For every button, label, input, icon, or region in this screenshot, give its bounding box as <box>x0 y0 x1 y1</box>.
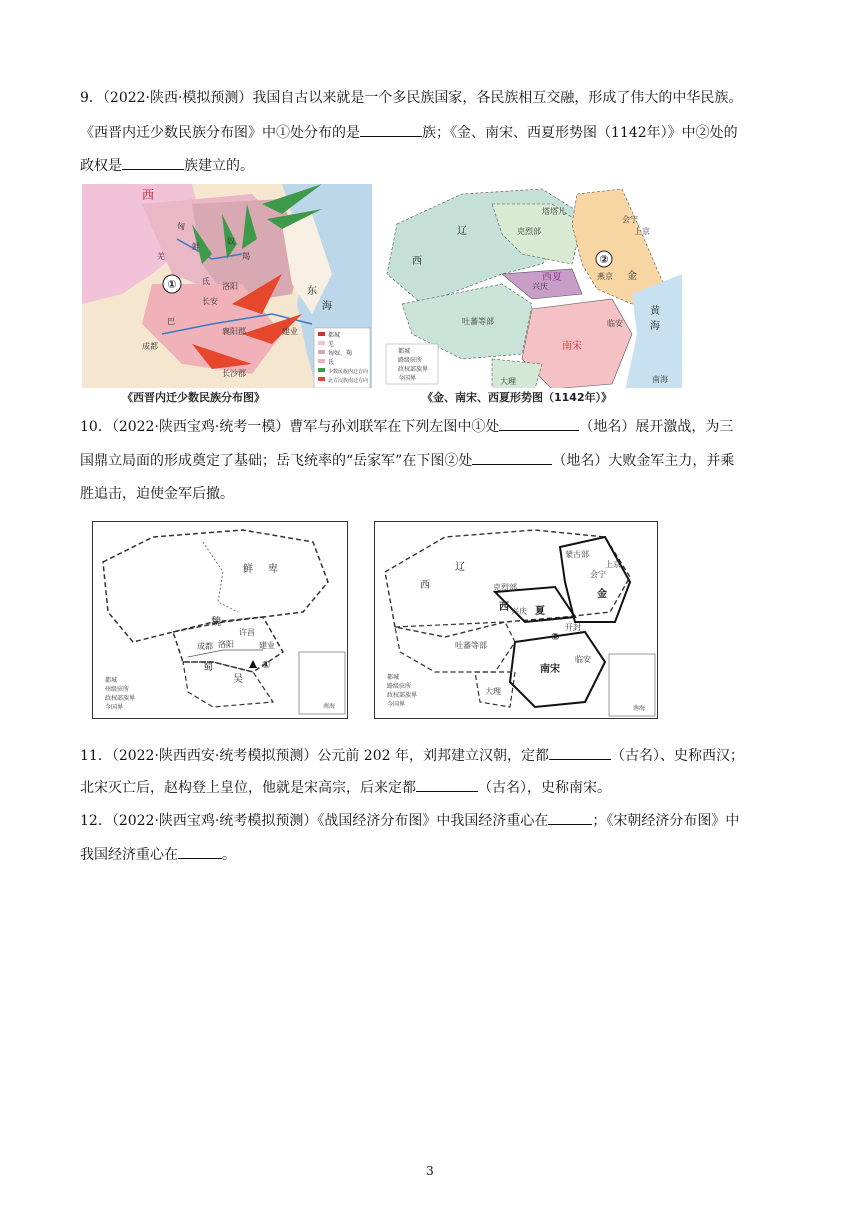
map4-label: 金 <box>597 589 607 600</box>
map4-label: 夏 <box>535 606 545 617</box>
map1-label: 匈 <box>177 222 185 231</box>
map2-caption: 《金、南宋、西夏形势图（1142年）》 <box>422 391 613 404</box>
map-jin-song-xixia <box>382 184 682 406</box>
map3-marker: ① <box>262 660 271 671</box>
map1-label: 羌 <box>157 252 165 261</box>
map1-label: 鲜 <box>192 242 200 251</box>
q10-text: 10．（2022·陕西宝鸡·统考一模）曹军与孙刘联军在下列左图中①处 <box>80 419 500 435</box>
map-jin-song-xixia-bw <box>374 521 658 719</box>
map4-legend: 都城 <box>387 674 400 681</box>
map3-label: 洛阳 <box>218 640 234 649</box>
map2-label: 大理 <box>500 377 516 386</box>
q10-text: 国鼎立局面的形成奠定了基础；岳飞统率的“岳家军”在下图②处 <box>80 453 473 469</box>
map3-label: 成都 <box>197 642 213 651</box>
map3-label: 魏 <box>211 617 221 628</box>
answer-blank[interactable] <box>360 122 422 137</box>
map2-label: 西 <box>412 256 422 267</box>
q10-line3: 胜追击，迫使金军后撤。 <box>80 486 234 502</box>
map1-label: 建业 <box>282 327 298 336</box>
map2-marker: ② <box>599 253 609 266</box>
q9-line1: 9．（2022·陕西·模拟预测）我国自古以来就是一个多民族国家，各民族相互交融，形成了伟大的中华民族。 <box>80 90 743 106</box>
map3-label: 吴 <box>233 674 243 685</box>
map2-label: 塔塔儿 <box>542 207 566 216</box>
map2-label: 临安 <box>607 319 623 328</box>
map1-label: 襄阳郡 <box>222 327 246 336</box>
q11-text: （古名）、史称西汉； <box>610 748 744 764</box>
map2-label: 克烈部 <box>517 227 541 236</box>
q12-text: ；《宋朝经济分布图》中 <box>592 813 740 829</box>
q12-text: 。 <box>222 847 236 863</box>
map4-label: 蒙古部 <box>565 550 589 559</box>
map1-caption: 《西晋内迁少数民族分布图》 <box>122 391 265 404</box>
map2-label: 海 <box>650 321 660 332</box>
map-western-jin-migration <box>82 184 372 406</box>
q9-text: 政权是 <box>80 158 122 174</box>
map1-legend: 氐 <box>328 359 335 366</box>
map2-legend: 都城 <box>398 348 411 355</box>
map4-label: 临安 <box>575 655 591 664</box>
map2-legend: 政权部族界 <box>398 366 429 373</box>
q9-text: 族；《金、南宋、西夏形势图（1142年）》中②处的 <box>422 125 738 141</box>
map1-label: 羯 <box>242 252 250 261</box>
map4-label: 兴庆 <box>511 607 527 616</box>
map2-label: 西夏 <box>542 272 562 283</box>
map2-label: 辽 <box>457 226 467 237</box>
map3-label: 蜀 <box>203 662 213 673</box>
answer-blank[interactable] <box>548 810 592 825</box>
map1-legend: 少数民族内迁方向 <box>328 369 369 375</box>
map2-legend: 今国界 <box>398 375 417 382</box>
map3-legend: 都城 <box>105 677 118 684</box>
map3-label: 鲜 <box>243 564 253 575</box>
q11-text: 11．（2022·陕西西安·统考模拟预测）公元前 202 年，刘邦建立汉朝，定都 <box>80 748 549 764</box>
map1-legend: 北方汉族南迁方向 <box>328 378 369 384</box>
answer-blank[interactable] <box>549 745 611 760</box>
answer-blank[interactable] <box>499 416 579 431</box>
q12-text: 我国经济重心在 <box>80 847 178 863</box>
map4-label: 辽 <box>455 562 465 573</box>
map1-label: 海 <box>322 301 332 312</box>
map3-label: 建业 <box>259 641 275 650</box>
map1-marker: ① <box>167 278 177 291</box>
page-number: 3 <box>426 1164 434 1178</box>
map1-label: 东 <box>307 286 317 297</box>
map4-marker: ② <box>551 632 560 643</box>
map2-label: 上京 <box>634 227 650 236</box>
answer-blank[interactable] <box>472 450 552 465</box>
map2-label: 南海 <box>652 375 668 384</box>
map4-legend: 今国界 <box>387 701 406 708</box>
map1-label: 长安 <box>202 297 218 306</box>
q12-line2 <box>80 844 236 865</box>
map2-label: 金 <box>627 271 637 282</box>
map1-label: 西 <box>142 188 155 202</box>
map1-label: 巴 <box>167 317 175 326</box>
map1-label: 洛阳 <box>222 282 238 291</box>
q9-line3 <box>80 155 254 176</box>
map4-label: 西 <box>499 602 509 613</box>
map3-legend: 政权部族界 <box>105 695 136 702</box>
map4-label: 会宁 <box>590 570 606 579</box>
answer-blank[interactable] <box>416 777 478 792</box>
map4-label: 南宋 <box>540 664 560 675</box>
q9-text: 族建立的。 <box>184 158 254 174</box>
map3-legend: 州级驻所 <box>105 686 130 693</box>
answer-blank[interactable] <box>122 155 184 170</box>
q12-text: 12．（2022·陕西宝鸡·统考模拟预测）《战国经济分布图》中我国经济重心在 <box>80 813 549 829</box>
map4-label: 吐蕃等部 <box>455 641 487 650</box>
map4-label: 大理 <box>485 687 501 696</box>
map2-label: 兴庆 <box>532 282 548 291</box>
q10-line1 <box>80 416 733 437</box>
q11-line1 <box>80 745 744 766</box>
q11-line2 <box>80 777 611 798</box>
q11-text: 北宋灭亡后，赵构登上皇位，他就是宋高宗，后来定都 <box>80 780 416 796</box>
map2-label: 南宋 <box>562 341 582 352</box>
map3-label: 许昌 <box>239 628 255 637</box>
map1-legend: 都城 <box>328 332 341 339</box>
map4-label: 开封 <box>565 623 581 632</box>
q11-text: （古名），史称南宋。 <box>478 780 611 796</box>
map2-label: 燕京 <box>597 272 613 281</box>
map4-legend: 路级驻所 <box>387 683 412 690</box>
map4-label: 克烈部 <box>493 583 517 592</box>
map3-legend: 今国界 <box>105 704 124 711</box>
q10-line2 <box>80 450 734 471</box>
map2-legend: 路级驻所 <box>398 357 423 364</box>
map4-label: 上京 <box>605 560 621 569</box>
map1-legend: 匈奴、羯 <box>328 350 353 357</box>
map2-label: 吐蕃等部 <box>462 317 494 326</box>
map1-label: 奴 <box>227 237 235 246</box>
map1-label: 长沙郡 <box>222 369 246 378</box>
map4-label: 南海 <box>633 705 646 712</box>
q12-line1 <box>80 810 739 831</box>
answer-blank[interactable] <box>178 844 222 859</box>
map1-label: 氐 <box>202 277 210 286</box>
map4-label: 西 <box>420 580 430 591</box>
q10-text: （地名）大败金军主力，并乘 <box>552 453 735 469</box>
q10-text: （地名）展开激战，为三 <box>579 419 734 435</box>
map3-label: 南海 <box>323 703 336 710</box>
map1-label: 成都 <box>142 342 158 351</box>
map4-legend: 政权部族界 <box>387 692 418 699</box>
q9-line2 <box>80 122 738 143</box>
map1-legend: 羌 <box>328 341 335 348</box>
q9-text: 《西晋内迁少数民族分布图》中①处分布的是 <box>80 125 360 141</box>
map3-label: 卑 <box>268 564 278 575</box>
map2-label: 会宁 <box>622 215 638 224</box>
map-three-kingdoms <box>92 521 348 719</box>
map2-label: 黄 <box>650 306 660 317</box>
